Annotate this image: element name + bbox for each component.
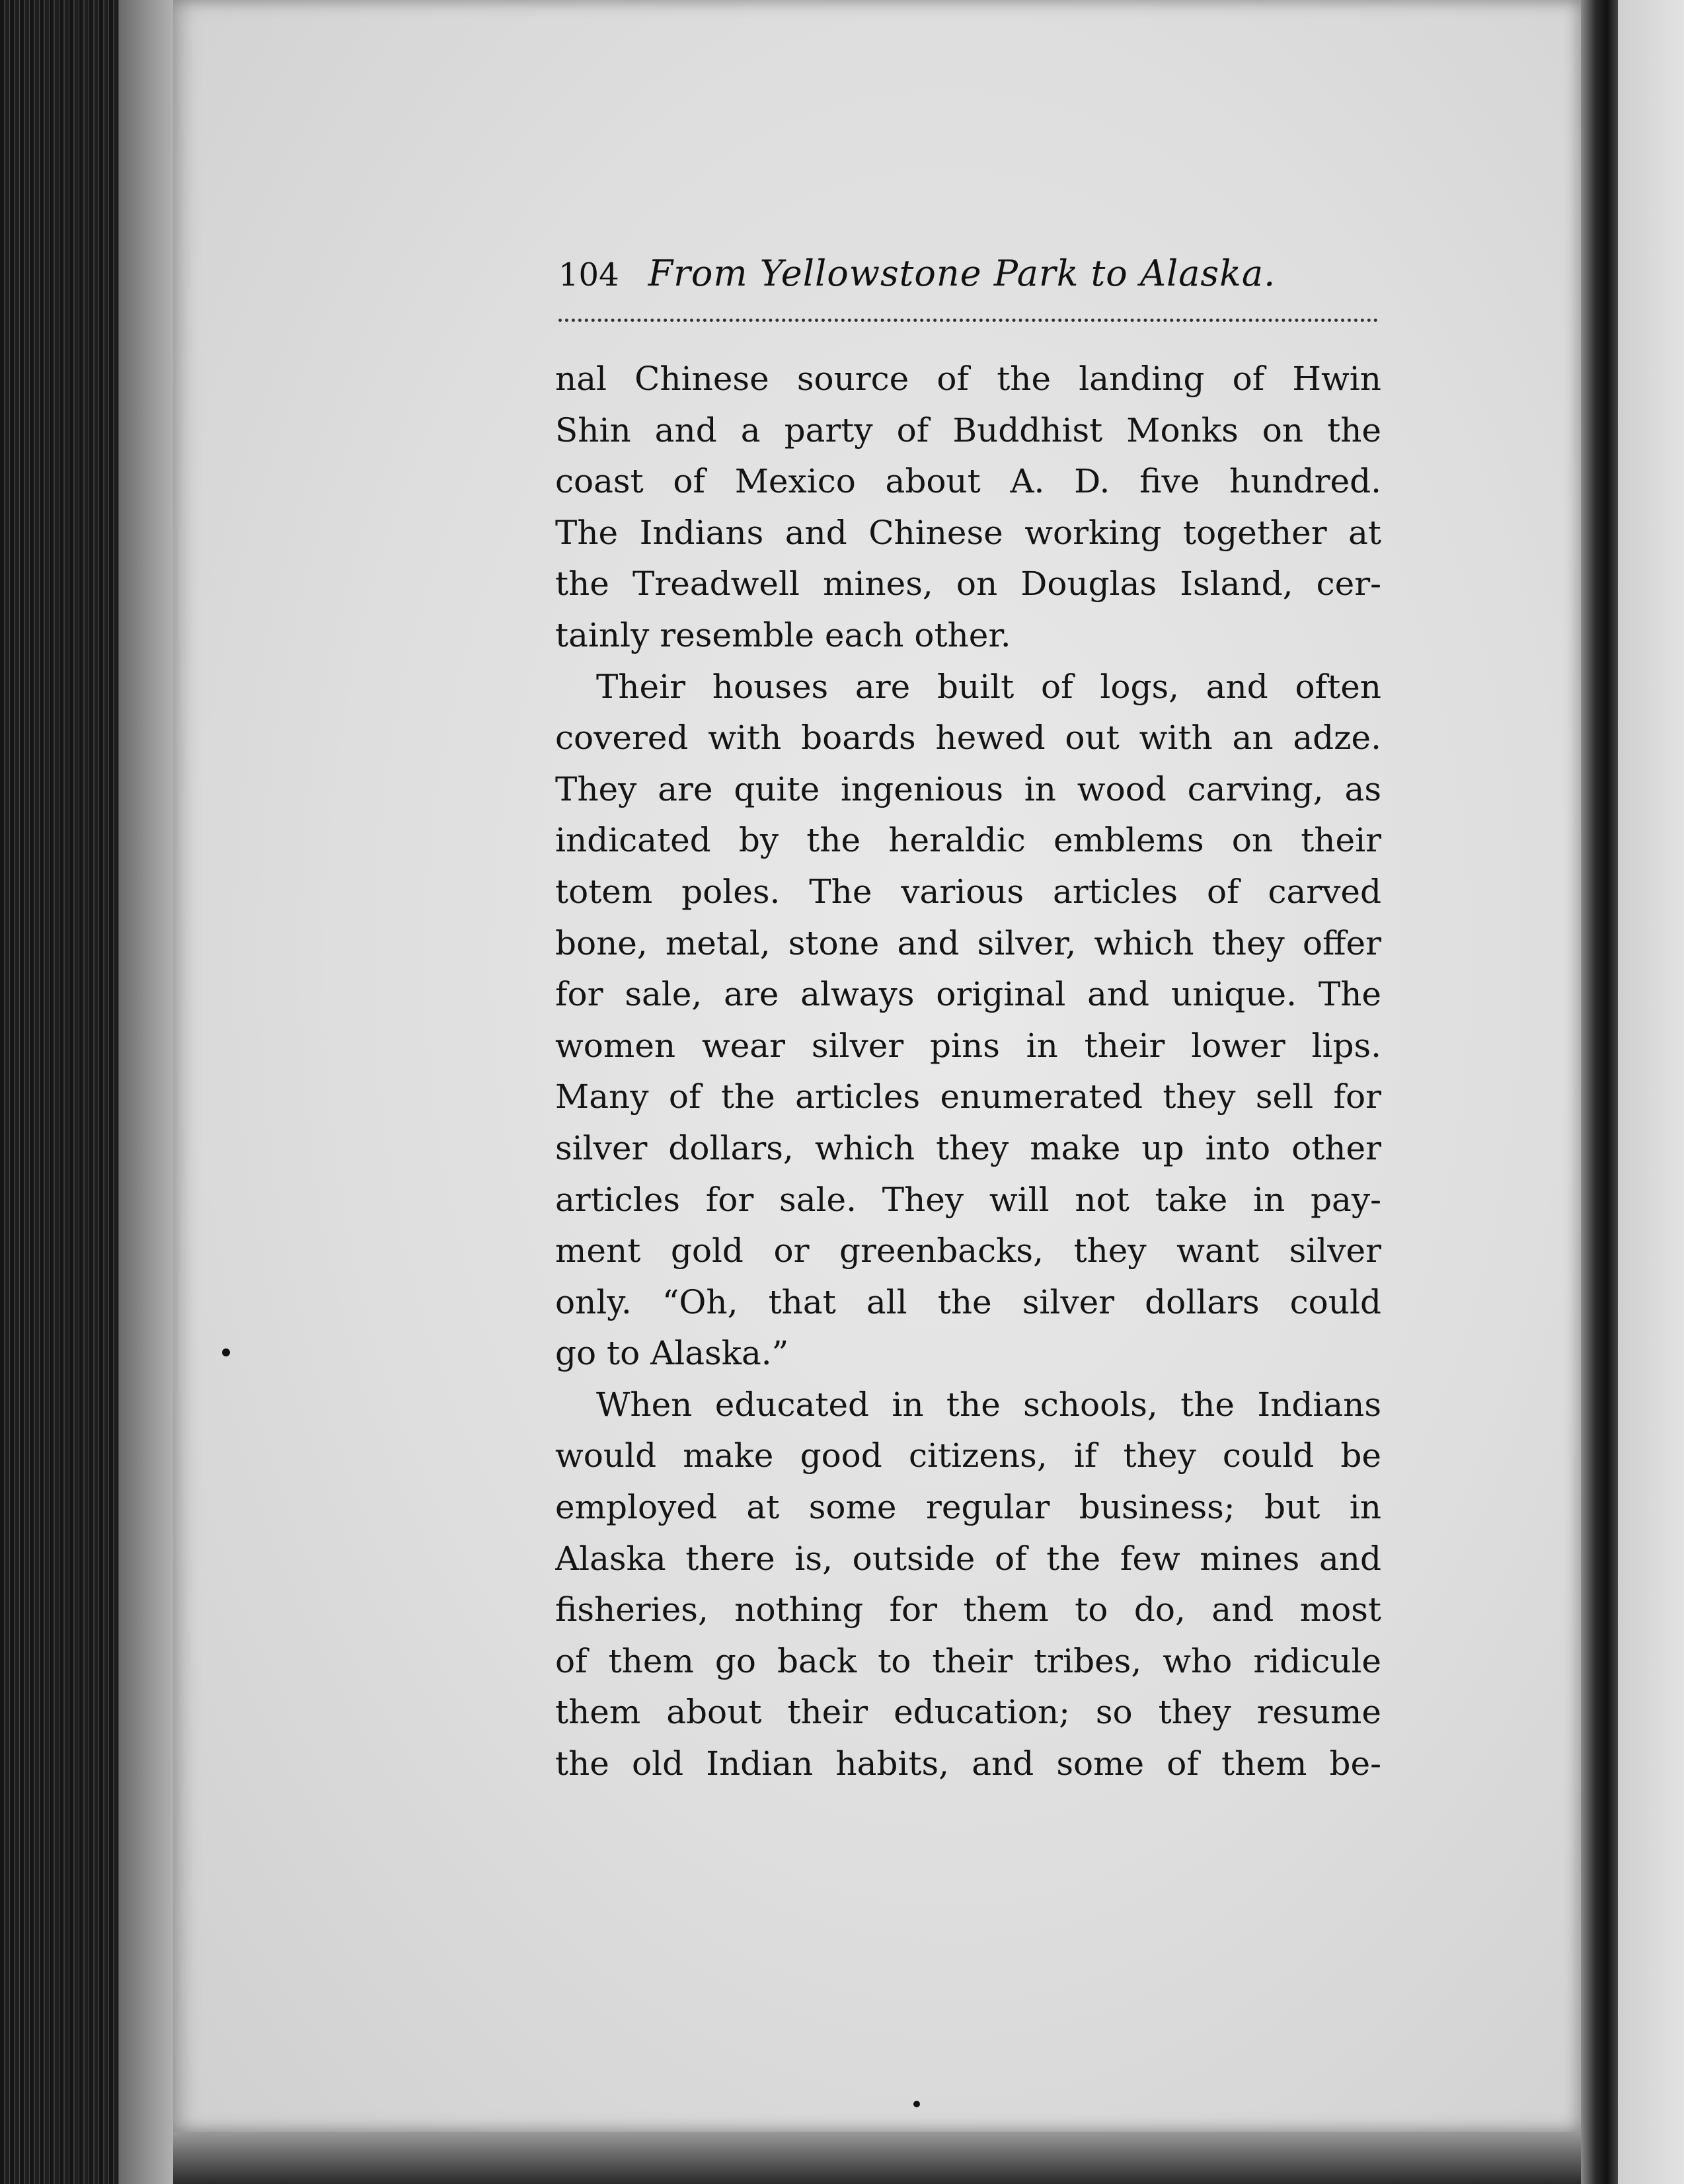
text-line: for sale, are always original and unique. The <box>555 975 1381 1014</box>
facing-page-edge <box>1618 0 1684 2184</box>
text-line: coast of Mexico about A. D. five hundred. <box>555 462 1381 501</box>
text-line: of them go back to their tribes, who ridicule <box>555 1641 1381 1680</box>
text-line: silver dollars, which they make up into other <box>555 1128 1381 1167</box>
page-number: 104 <box>558 256 619 293</box>
text-line: Their houses are built of logs, and often <box>596 667 1381 706</box>
margin-speck <box>913 2101 920 2107</box>
running-header <box>558 253 1378 312</box>
margin-speck <box>222 1348 230 1356</box>
text-line: The Indians and Chinese working together at <box>555 513 1381 552</box>
text-line: women wear silver pins in their lower lips. <box>555 1026 1381 1065</box>
paragraph <box>555 1380 1381 1790</box>
running-title: From Yellowstone Park to Alaska. <box>648 253 1276 294</box>
text-line: indicated by the heraldic emblems on their <box>555 821 1381 860</box>
text-line: them about their education; so they resume <box>555 1693 1381 1732</box>
page-bottom-shadow <box>173 2132 1581 2184</box>
text-line: employed at some regular business; but in <box>555 1488 1381 1527</box>
text-line: totem poles. The various articles of carved <box>555 872 1381 911</box>
header-rule <box>558 319 1378 322</box>
text-line: go to Alaska.” <box>555 1334 789 1373</box>
text-line: the old Indian habits, and some of them be- <box>555 1744 1381 1783</box>
page-edge-stack <box>119 0 178 2184</box>
text-line: bone, metal, stone and silver, which they offer <box>555 923 1381 962</box>
paragraph <box>555 354 1381 662</box>
binding-gutter <box>1581 0 1618 2184</box>
text-line: Shin and a party of Buddhist Monks on the <box>555 410 1381 449</box>
text-line: Many of the articles enumerated they sell for <box>555 1077 1381 1116</box>
text-line: articles for sale. They will not take in pay- <box>555 1180 1381 1219</box>
paragraph <box>555 662 1381 1380</box>
text-line: tainly resemble each other. <box>555 615 1011 654</box>
body-text <box>555 354 1381 1790</box>
text-line: would make good citizens, if they could be <box>555 1436 1381 1475</box>
text-line: When educated in the schools, the Indians <box>596 1385 1381 1424</box>
text-line: They are quite ingenious in wood carving, as <box>555 769 1381 808</box>
text-line: only. “Oh, that all the silver dollars could <box>555 1282 1381 1321</box>
text-line: Alaska there is, outside of the few mines and <box>555 1539 1381 1578</box>
text-line: fisheries, nothing for them to do, and most <box>555 1590 1381 1629</box>
text-line: the Treadwell mines, on Douglas Island, cer- <box>555 565 1381 604</box>
text-line: ment gold or greenbacks, they want silver <box>555 1231 1381 1270</box>
text-line: nal Chinese source of the landing of Hwin <box>555 360 1381 398</box>
text-line: covered with boards hewed out with an adze. <box>555 719 1381 758</box>
